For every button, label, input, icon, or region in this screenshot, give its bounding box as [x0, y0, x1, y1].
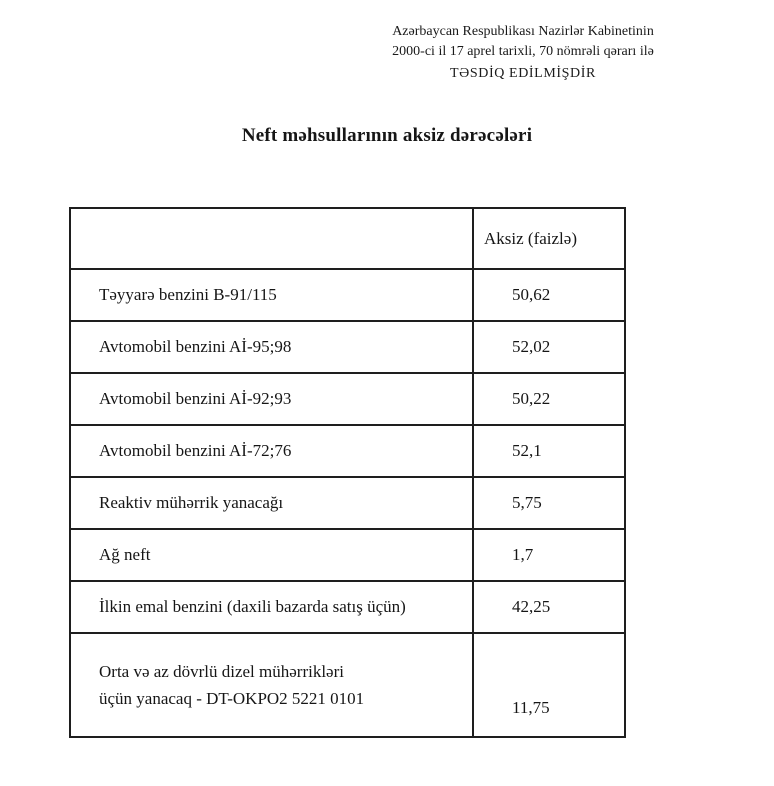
approved-label: TƏSDİQ EDİLMİŞDİR [450, 66, 596, 81]
product-name: Təyyarə benzini B-91/115 [70, 269, 473, 321]
product-name: Avtomobil benzini Aİ-72;76 [70, 425, 473, 477]
excise-rate: 1,7 [473, 529, 625, 581]
product-name: Avtomobil benzini Aİ-92;93 [70, 373, 473, 425]
excise-rates-table [69, 207, 626, 738]
header-name-cell [70, 208, 473, 269]
excise-rate: 42,25 [473, 581, 625, 633]
excise-rate: 52,02 [473, 321, 625, 373]
approval-line-2: 2000-ci il 17 aprel tarixli, 70 nömrəli qərarı ilə [392, 44, 654, 59]
product-name-line-2: üçün yanacaq - DT-OKPO2 5221 0101 [99, 689, 365, 708]
table-row [70, 321, 625, 373]
table-header-row [70, 208, 625, 269]
excise-rate: 5,75 [473, 477, 625, 529]
document-title: Neft məhsullarının aksiz dərəcələri [241, 125, 533, 146]
table-row [70, 425, 625, 477]
product-name: İlkin emal benzini (daxili bazarda satış üçün) [70, 581, 473, 633]
table-row [70, 373, 625, 425]
excise-rate: 52,1 [473, 425, 625, 477]
table-row [70, 529, 625, 581]
approval-line-1: Azərbaycan Respublikası Nazirlər Kabinetinin [392, 24, 654, 39]
approval-note [340, 22, 706, 84]
product-name: Ağ neft [70, 529, 473, 581]
table-row [70, 269, 625, 321]
excise-rate: 50,22 [473, 373, 625, 425]
product-name [70, 633, 473, 737]
table-row [70, 633, 625, 737]
product-name: Reaktiv mühərrik yanacağı [70, 477, 473, 529]
product-name-line-1: Orta və az dövrlü dizel mühərrikləri [99, 662, 344, 681]
table-row [70, 477, 625, 529]
excise-rate: 50,62 [473, 269, 625, 321]
excise-rate: 11,75 [473, 633, 625, 737]
header-value-cell: Aksiz (faizlə) [473, 208, 625, 269]
product-name: Avtomobil benzini Aİ-95;98 [70, 321, 473, 373]
table-row [70, 581, 625, 633]
